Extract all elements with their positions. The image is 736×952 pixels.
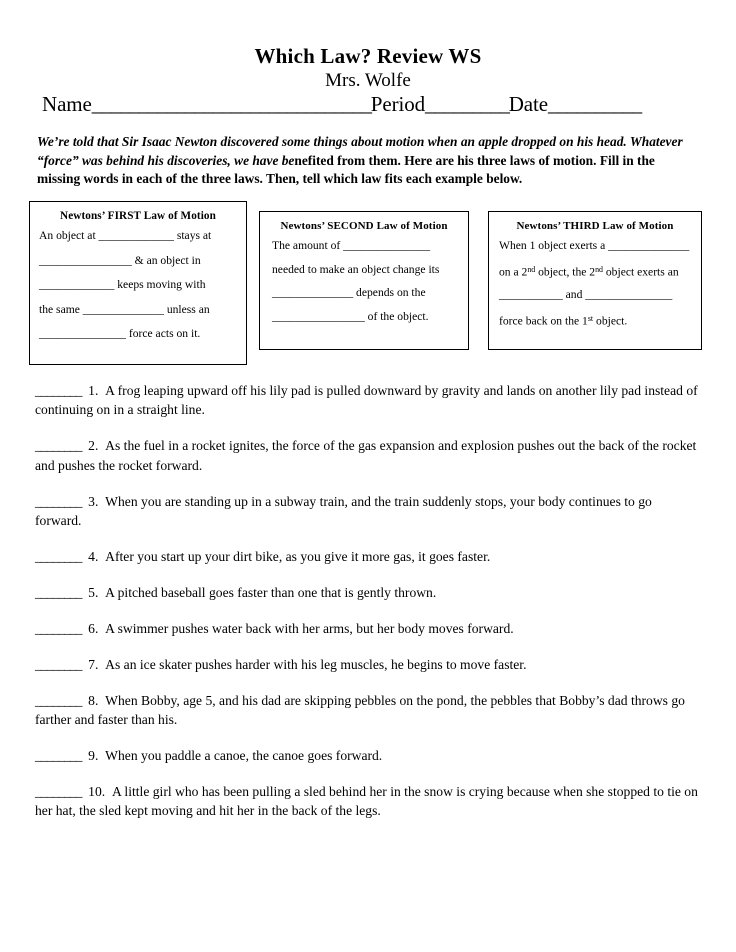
answer-blank[interactable]: ________ bbox=[35, 747, 82, 763]
second-law-box bbox=[259, 211, 469, 350]
second-law-title: Newtons’ SECOND Law of Motion bbox=[280, 220, 448, 232]
third-law-title: Newtons’ THIRD Law of Motion bbox=[516, 220, 674, 232]
question-item bbox=[35, 492, 700, 531]
question-number: 2. bbox=[88, 438, 99, 454]
question-number: 9. bbox=[88, 747, 99, 763]
question-item bbox=[35, 381, 700, 420]
answer-blank[interactable]: ________ bbox=[35, 493, 82, 509]
question-list bbox=[35, 381, 700, 837]
question-text: When Bobby, age 5, and his dad are skipping pebbles on the pond, the pebbles that Bobby’s dad throws go farther and faster than his. bbox=[35, 692, 685, 727]
first-law-box bbox=[29, 201, 247, 365]
third-law-box bbox=[488, 211, 702, 350]
period-blank-field[interactable]: _________ bbox=[425, 92, 509, 116]
question-text: When you paddle a canoe, the canoe goes forward. bbox=[105, 747, 383, 763]
second-law-line[interactable]: needed to make an object change its bbox=[272, 262, 440, 276]
intro-roman-text: nefited from them. Here are his three laws of motion. Fill in the missing words in each of the three laws. Then, tell which law fits each example below. bbox=[37, 152, 655, 187]
first-law-body bbox=[30, 224, 246, 347]
question-text: As the fuel in a rocket ignites, the force of the gas expansion and explosion pushes out the back of the rocket and pushes the rocket forward. bbox=[35, 438, 697, 473]
second-law-line[interactable]: ________________ of the object. bbox=[272, 309, 429, 323]
question-number: 6. bbox=[88, 620, 99, 636]
intro-paragraph bbox=[37, 133, 700, 189]
third-law-line[interactable]: ___________ and _______________ bbox=[499, 288, 673, 302]
question-item bbox=[35, 746, 700, 765]
first-law-line[interactable]: An object at _____________ stays at bbox=[39, 229, 212, 242]
question-number: 8. bbox=[88, 692, 99, 708]
answer-blank[interactable]: ________ bbox=[35, 383, 82, 398]
question-text: After you start up your dirt bike, as you give it more gas, it goes faster. bbox=[105, 548, 491, 564]
teacher-name: Mrs. Wolfe bbox=[325, 70, 411, 91]
third-law-line[interactable]: on a 2nd object, the 2nd object exerts an bbox=[499, 264, 679, 278]
name-label: Name bbox=[42, 92, 92, 116]
answer-blank[interactable]: ________ bbox=[35, 692, 82, 708]
question-item bbox=[35, 619, 700, 638]
question-text: A little girl who has been pulling a sled behind her in the snow is crying because when she stopped to tie on her hat, the sled kept moving and hit her in the back of the legs. bbox=[35, 783, 698, 819]
question-item bbox=[35, 655, 700, 674]
question-number: 5. bbox=[88, 584, 99, 600]
second-law-line[interactable]: The amount of _______________ bbox=[272, 239, 431, 252]
date-label: Date bbox=[508, 92, 548, 116]
period-label: Period bbox=[370, 92, 425, 116]
question-text: As an ice skater pushes harder with his leg muscles, he begins to move faster. bbox=[105, 656, 527, 672]
intro-italic-text: We’re told that Sir Isaac Newton discovered some things about motion when an apple dropped on his head. Whatever “force” was behind his discoveries, we have be bbox=[37, 134, 683, 168]
question-number: 7. bbox=[88, 656, 99, 672]
question-item bbox=[35, 782, 700, 821]
name-blank-field[interactable]: ______________________________ bbox=[91, 92, 371, 116]
answer-blank[interactable]: ________ bbox=[35, 656, 82, 672]
page-title: Which Law? Review WS bbox=[254, 44, 482, 68]
question-text: When you are standing up in a subway train, and the train suddenly stops, your body continues to go forward. bbox=[35, 493, 652, 529]
question-text: A pitched baseball goes faster than one that is gently thrown. bbox=[105, 584, 437, 600]
question-number: 10. bbox=[88, 783, 106, 799]
date-blank-field[interactable]: __________ bbox=[547, 92, 641, 116]
first-law-title: Newtons’ FIRST Law of Motion bbox=[60, 210, 216, 222]
name-period-date-line bbox=[42, 92, 702, 117]
first-law-line[interactable]: the same ______________ unless an bbox=[39, 302, 210, 316]
second-law-line[interactable]: ______________ depends on the bbox=[272, 286, 426, 299]
question-item bbox=[35, 583, 700, 602]
question-item bbox=[35, 547, 700, 566]
question-number: 3. bbox=[88, 493, 99, 509]
answer-blank[interactable]: ________ bbox=[35, 783, 82, 799]
first-law-line[interactable]: _______________ force acts on it. bbox=[39, 327, 201, 340]
answer-blank[interactable]: ________ bbox=[35, 438, 82, 454]
question-number: 4. bbox=[88, 548, 99, 564]
third-law-body bbox=[489, 234, 701, 333]
question-text: A frog leaping upward off his lily pad is pulled downward by gravity and lands on another lily pad instead of continuing on in a straight line. bbox=[35, 383, 698, 418]
question-text: A swimmer pushes water back with her arms, but her body moves forward. bbox=[105, 620, 514, 636]
question-number: 1. bbox=[88, 383, 99, 398]
first-law-line[interactable]: _____________ keeps moving with bbox=[39, 278, 206, 291]
answer-blank[interactable]: ________ bbox=[35, 620, 82, 636]
question-item bbox=[35, 691, 700, 730]
second-law-body bbox=[260, 234, 468, 328]
answer-blank[interactable]: ________ bbox=[35, 548, 82, 564]
third-law-line[interactable]: When 1 object exerts a ______________ bbox=[499, 239, 690, 252]
question-item bbox=[35, 436, 700, 475]
answer-blank[interactable]: ________ bbox=[35, 584, 82, 600]
third-law-line[interactable]: force back on the 1st object. bbox=[499, 313, 628, 328]
first-law-line[interactable]: ________________ & an object in bbox=[39, 253, 201, 267]
